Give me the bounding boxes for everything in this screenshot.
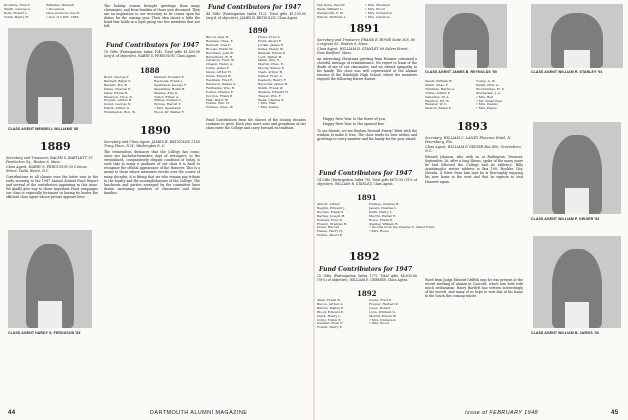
list-item: Clark, Henry L. <box>317 313 342 318</box>
list-item: Emerson, Walter A. <box>206 81 237 86</box>
list-item: Hatch, Arthur G. <box>104 106 131 111</box>
list-item: Stanley, Erle D. <box>154 90 179 95</box>
list-item: • Mrs. Dennis <box>476 102 498 107</box>
contributor-list-1890 <box>206 36 306 114</box>
portrait-collar <box>565 188 590 214</box>
list-item: Greer, Harold <box>317 225 339 230</box>
list-item: Thayer, Wm. F. <box>258 93 282 98</box>
year-heading-1891: 1891 <box>349 22 380 35</box>
list-item: Shinn, Chas. F. <box>425 82 449 87</box>
list-heading-1891: 1891 <box>357 193 377 202</box>
list-item: • Income from the Charles F. Alfred Fund <box>369 225 435 230</box>
fund-contributors-title-1888: Fund Contributors for 1947 <box>106 42 200 49</box>
list-item: Gould, Fred P. <box>369 298 392 302</box>
list-item: Bacon, Alva H. <box>206 35 230 39</box>
secretary-1889: Secretary and Treasurer, RALPH S. BARTLETT 15 Pemberton Sq., Boston 8, Mass. <box>6 156 93 165</box>
contributor-list-continued <box>425 80 523 114</box>
list-item: • Mrs. Wood <box>369 321 389 326</box>
list-item: Taylor, Elmer A. <box>154 94 180 99</box>
year-heading-1889: 1889 <box>40 140 71 153</box>
photo-harry-ferguson <box>8 230 92 328</box>
list-item: Hall, Harry W. <box>206 97 229 102</box>
list-item: Keith, Harry L. <box>369 209 393 214</box>
poem-line-2: Happy New Year to the opened few. <box>323 122 385 126</box>
list-item: Howe, Fred A. <box>258 35 281 39</box>
list-item: Wynne, Harold T. <box>154 102 182 107</box>
list-item: Kimball, Howard E. <box>154 75 185 79</box>
list-item: Kimball, Edwin P. <box>258 50 286 55</box>
list-item: Swett, William H. <box>425 79 453 83</box>
list-item: Wood, Dr. Walter F. <box>154 110 185 115</box>
list-item: Lyon, Winfield G. <box>369 309 396 314</box>
list-item: French, Prentiss H. <box>317 221 348 226</box>
poem-line-1: Happy New Year to the three of you; <box>323 117 386 121</box>
text-1891: An interesting Christmas greeting from Hosmer contained a cheerful message of remembrance. We regret to learn of the death of one of our classmates, and we extend sympathy to his family. The class was well represented at the Alumni reunion of the Randolph High School, where the members enjoyed the following festive dinner. <box>317 57 417 82</box>
list-item: Hazen, Harry H. <box>317 229 343 234</box>
list-item: Smith, Frank W. <box>258 85 284 90</box>
list-heading-1890: 1890 <box>248 26 268 35</box>
list-item: Everett, Arthur B. <box>104 98 133 103</box>
year-heading-1893: 1893 <box>457 120 488 133</box>
caption-william-geiger: CLASS AGENT WILLIAM P. GEIGER '93 <box>531 217 600 221</box>
list-item: Reynolds, James B. <box>258 81 288 86</box>
photo-william-geiger <box>533 122 621 214</box>
contributor-list-1891 <box>317 202 435 243</box>
caption-william-jarvis: CLASS AGENT WILLIAM B. JARVIS '93 <box>531 331 599 335</box>
list-item: Spaulding, Rollin B. <box>154 86 186 91</box>
caption-harry-ferguson: CLASS AGENT HARDY S. FERGUSON '89 <box>8 331 81 335</box>
list-item: Waldron, Ed. R. <box>425 98 450 103</box>
left-page <box>0 0 313 420</box>
list-item: Hobbs, Albert P. <box>317 233 343 238</box>
text-1890-continued: Fund Contributors from the classes of the closing decades continue to grow. Each year more sons and grandsons of our class enter the College and carry forward its tradition. <box>206 118 306 131</box>
list-item: Wells, Charles P. <box>258 97 284 102</box>
list-item: Fernald, Fred D. <box>317 217 343 222</box>
left-folio <box>8 410 15 416</box>
list-item: Valentine, W. A. <box>425 94 450 99</box>
text-1889: Contributions to all classes over the letter sent in the early morning to the 1947 Annual Alumni Fund Report and several of the contributors appearing in this issue. We gladly give way to those important Fund campaigns our class is especially fortunate in having its leader the efficient class agent whose picture appears here. <box>6 175 98 200</box>
list-item: Colby, James F. <box>206 66 230 71</box>
list-item: Stearns, Edward H. <box>258 89 289 94</box>
list-item: Reynolds, Frank J. <box>154 78 183 83</box>
list-item: Merrill, Chas. E. <box>258 62 284 67</box>
list-item: • Mrs. Sparhawk <box>154 106 181 111</box>
secretary-1893: Secretary, WILLIAM C. LANDY Florence Hotel, N. Petersburg, Fla. <box>425 136 512 145</box>
list-item: Beghin, Edward J. <box>317 205 346 210</box>
list-item: Beaman, Chas. F. <box>206 38 234 43</box>
list-item: Bartley, Joseph H. <box>317 213 346 218</box>
list-item: Davis, Arthur H. <box>206 70 232 75</box>
year-heading-1890: 1890 <box>140 124 171 137</box>
fund-summary-1888: 18 Gifts (Participation Index 104). Total gifts $1,859.00 (avg'd. of objective). HARRY S. FERGUSON, Class Agent. <box>104 50 200 59</box>
top-names-column-a: Doolittle, Fred T. Smith, George A. Roth, Robert L. Tobin, Henry H. <box>4 3 31 19</box>
agent-1893: Class Agent, WILLIAM P. GEIGER Box 400, Greensboro, N.C. <box>425 145 522 154</box>
right-folio <box>611 410 618 416</box>
list-item: Sturtevant, J. A. <box>476 90 501 95</box>
fund-summary-1890: 44 Gifts (Participation Index 112). Total gifts $1,100.00 (avg'd. of objective). JAMES B. REYNOLDS, Class Agent. <box>206 12 306 21</box>
fund-contributors-title-1891: Fund Contributors for 1947 <box>319 170 413 177</box>
list-item: Young, A. W. <box>476 79 496 83</box>
agent-1891: Class Agent, WILLIAM R. STANLEY 69 Salem Street, New Bedford, Mass. <box>317 47 409 56</box>
list-item: Nash, Arthur B. <box>258 70 283 75</box>
top-names-column-a: Van Dyne, Paul W. Wells, William L. Wentworth, F. W. Wilson, Bertram L. <box>317 3 347 19</box>
list-item: Bond, George T. <box>104 75 130 79</box>
list-item: Moody, Sidney E. <box>258 66 286 71</box>
list-item: Holmes, Chas. W. <box>206 105 234 110</box>
photo-william-stanley <box>531 4 623 68</box>
list-item: Fairbanks, Wm. H. <box>206 85 236 90</box>
list-item: Butterfield, W. H. <box>206 54 234 59</box>
list-item: • Mrs. Rowe <box>369 229 389 234</box>
list-item: Hobbs, Wm. H. <box>206 101 230 106</box>
list-item: Tinkham, Harris A. <box>425 86 455 91</box>
text-1893-continued: Word from Judge Edward Griffith says he was present at the recent meeting of alumni in Concord, which was held with much enthusiasm. Harry Bartlett has written interestingly of his travels, and many of us hope to visit him at his home in the South this coming winter. <box>425 278 523 299</box>
list-item: Peabody, Henry F. <box>258 77 287 82</box>
list-item: Parker, Fred. A. <box>258 74 283 79</box>
list-item: Burnham, John R. <box>206 50 234 55</box>
list-item: Emerson, Thos. D. <box>104 94 133 99</box>
list-item: Sparhawk, George F. <box>154 82 187 87</box>
list-item: Fowler, Harry E. <box>317 325 343 330</box>
year-heading-1892: 1892 <box>349 250 380 263</box>
list-item: Dunster, Eben F. <box>317 321 343 326</box>
list-item: Colby, Edwin E. <box>317 317 342 322</box>
list-item: Merrill, Edwin W. <box>369 313 397 318</box>
fund-summary-1892: 25 Gifts (Participation Index 177). Total gifts $4,635.86 (78%) of objective). WILLIAM E. GERMER, Class Agent. <box>317 274 417 283</box>
text-1890: The tremendous distances that the College has come, since our bachelor-formative days of retrospect, to the streamlined, comparatively elegant condition of today, is such that to many a graduate of our class it is hard to recognize the official appearance of the Hanover. This is a memo to those whose memories recede over the course of many decades; it is fitting that we who remain pay tribute to the loyalty and the accomplishments of the College. The luncheons and parties arranged by the committee have drawn increasing numbers of classmates and their families. <box>104 150 200 195</box>
list-item: • Mrs. Kelley <box>258 105 279 110</box>
text-holiday: The holiday season brought greetings from many classmates, and from families of those now deceased. They are an inspiration to our secretary as he comes upon his duties for the coming year. Their idea shows a little the bond that holds in a loyal group our few members that are left. <box>104 4 200 29</box>
list-item: Jones, Robert <box>369 305 391 310</box>
photo-james-reynolds <box>425 4 507 68</box>
list-item: • Mrs. Hayes <box>476 106 497 111</box>
list-item: • Mrs. Hall <box>258 101 276 106</box>
list-item: Smith, Edw. A. <box>476 82 499 87</box>
list-item: Brooks, Frank W. <box>206 46 233 51</box>
list-item: Dunn, Ernest W. <box>206 74 232 79</box>
top-names-column-b: Williams, Wendell • Deceased since previous report • Son of C.P.M. 1889 <box>46 3 80 19</box>
list-item: Foster, Charles E. <box>206 89 234 94</box>
list-heading-1892: 1892 <box>357 289 377 298</box>
list-item: Blood, Edward P. <box>317 309 344 314</box>
right-running-foot: Issue of FEBRUARY 1948 <box>465 410 538 416</box>
list-item: Chapin, Henry A. <box>206 62 234 67</box>
list-item: • Mrs. Bell <box>476 94 494 99</box>
list-item: Lord, Walter H. <box>258 54 283 59</box>
list-item: Stanley, William R. <box>369 221 399 226</box>
portrait-collar <box>564 50 590 68</box>
list-item: Rowe, Frank E. <box>369 217 394 222</box>
fund-contributors-title-1892: Fund Contributors for 1947 <box>319 266 413 273</box>
list-item: Carleton, Fred. W. <box>206 58 235 63</box>
list-item: Tuttle, Arthur F. <box>425 90 451 95</box>
portrait-collar <box>455 50 478 68</box>
list-item: Barton, Walter E. <box>317 305 345 310</box>
list-item: Bacon, Arthur A. <box>317 301 344 306</box>
list-item: Bartlett, Ralph S. <box>104 78 132 83</box>
list-item: Bennett, Alva F. <box>206 42 231 47</box>
caption-william-stanley: CLASS AGENT WILLIAM R. STANLEY '91 <box>531 70 603 74</box>
list-item: Gould, George N. <box>104 102 132 107</box>
list-item: Mann, Wm. F. <box>258 58 280 63</box>
fund-summary-1891: 14 Gifts (Participation Index 78). Total gifts $675.93 (51% of objective). WILLIAM R. STANLEY, Class Agent. <box>317 178 417 187</box>
list-item: Abbott, Arthur <box>317 202 340 206</box>
photo-william-jarvis <box>533 236 621 328</box>
list-item: Hurd, Albert F. <box>258 38 282 43</box>
list-item: Eastman, Fred E. <box>206 77 234 82</box>
list-item: Hooper, Herbert P. <box>369 301 399 306</box>
left-running-foot: DARTMOUTH ALUMNI MAGAZINE <box>150 410 248 416</box>
list-item: Dame, Charles E. <box>104 86 132 91</box>
list-item: Boyden, Edward <box>317 209 343 214</box>
list-item: Gordon, Frank E. <box>206 93 234 98</box>
list-heading-1888: 1888 <box>140 66 160 75</box>
right-page <box>315 0 628 420</box>
caption-james-reynolds: CLASS AGENT JAMES B. REYNOLDS '90 <box>425 70 497 74</box>
text-1893: Edward Johnson, who with us at Burlington, Vermont, September 26, after a long illness, spoke of the many years he had followed the College and its athletics. Billy Armsbaugh's winter address is Box 190, Boulder City, Nevada. A letter from him says he is thoroughly enjoying his new home in the west and that he expects to visit Hanover again. <box>425 155 523 184</box>
list-item: Webster, W. C. <box>425 102 448 107</box>
contributor-list-1892 <box>317 299 417 335</box>
photo-wendell-williams <box>8 28 92 124</box>
list-item: Bassett, Roy B. <box>104 82 128 87</box>
list-item: Stockbridge, H. S. <box>476 86 505 91</box>
list-item: Huntington, Rob. W. <box>104 110 136 115</box>
list-item: Jordan, James E. <box>258 42 285 47</box>
list-item: Kelley, Henry W. <box>258 46 284 51</box>
secretary-1891: Secretary and Treasurer, FRANK E. ROWE Suite 305, 80 Congress St., Boston 9, Mass. <box>317 38 416 47</box>
list-item: Dana, Edwin B. <box>104 90 129 95</box>
text-1891-continued: To our friends, we are Reuben Howard Emery! Blest with the wisdom to make it true. The class sends its best wishes and greetings to every member and his family for the year ahead. <box>317 129 417 142</box>
list-item: • Mrs. Nickerson <box>369 317 397 322</box>
portrait-collar <box>38 301 62 328</box>
fund-contributors-title-1890: Fund Contributors for 1947 <box>208 4 302 11</box>
portrait-collar <box>38 97 62 124</box>
list-item: Allen, Frank B. <box>317 298 341 302</box>
page-number: 44 <box>8 410 16 416</box>
top-names-column-b: • Mrs. Shedleys • Mrs. Wood • Mrs. Nickerson • Mrs. Carleton <box>365 3 393 19</box>
contributor-list-1888 <box>104 76 200 118</box>
caption-wendell-williams: CLASS AGENT WENDELL WILLIAMS '88 <box>8 127 79 131</box>
list-item: Merrill, Walter E. <box>369 213 397 218</box>
secretary-1890: Secretary and Class Agent, JAMES B. REYNOLDS 2138 Tracy Place, N.W., Washington 8, C. <box>104 140 200 149</box>
agent-1889: Class Agent, HARRY S. FERGUSON 55 Corona Street, Delta, Barre, N.Y. <box>6 165 87 174</box>
list-item: Wilber, Nathan C. <box>154 98 182 103</box>
list-item: Jewett, Charles L. <box>369 205 398 210</box>
list-item: • Mr. Grant Peel <box>476 98 502 103</box>
portrait-collar <box>565 302 590 328</box>
list-item: Weston, Ralph E. <box>425 106 452 111</box>
list-item: Holmes, Charles B. <box>369 202 400 206</box>
page-number: 45 <box>611 410 619 416</box>
